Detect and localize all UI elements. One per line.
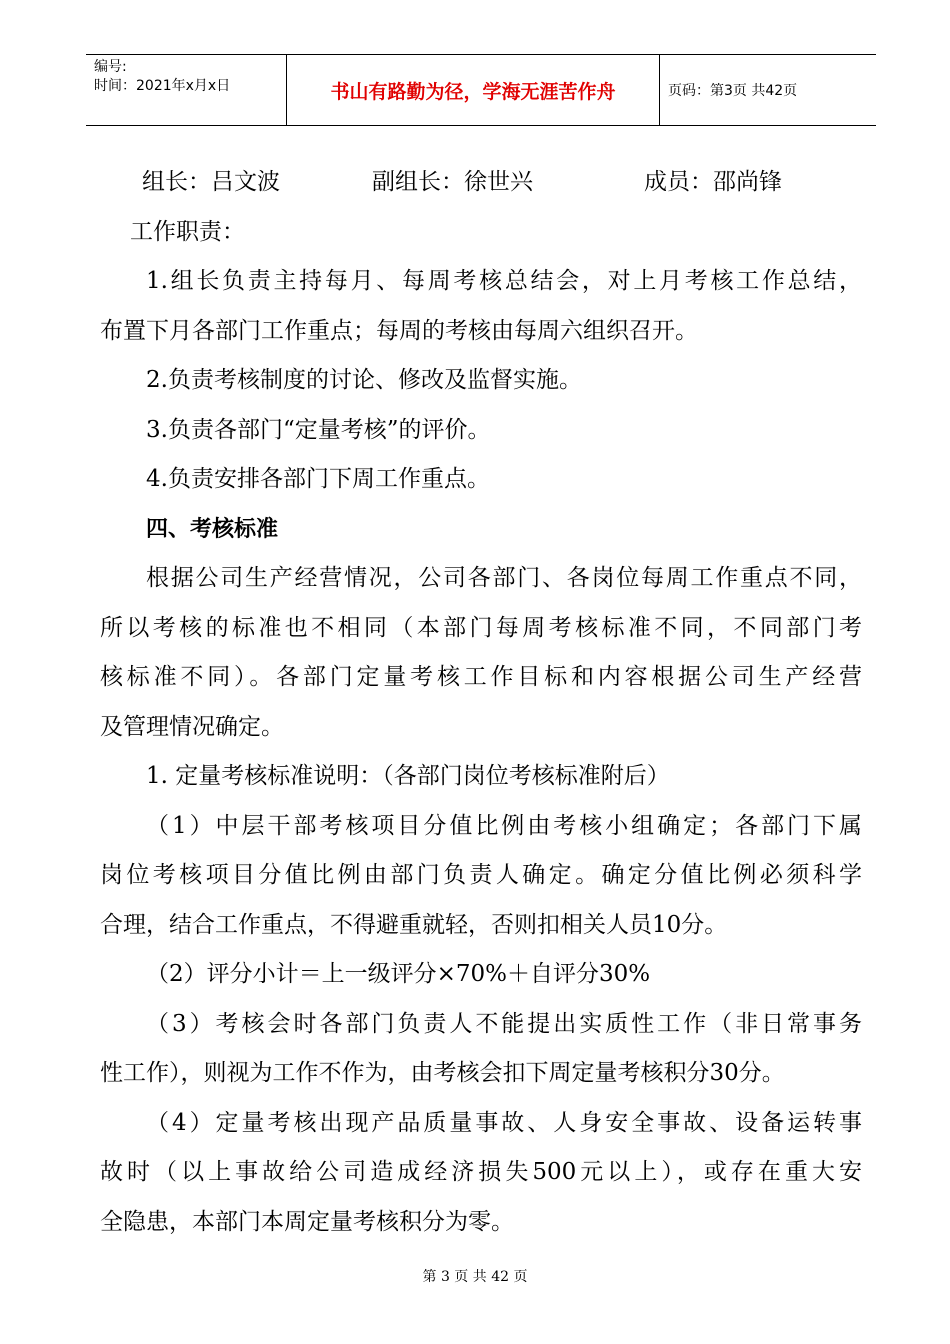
header-number-label: 编号: (94, 59, 127, 75)
section-4-p1-line-3: 核标准不同）。各部门定量考核工作目标和内容根据公司生产经营 (100, 664, 862, 690)
member-text: 成员：邵尚锋 (644, 169, 782, 195)
duty-1-line-1: 1.组长负责主持每月、每周考核总结会，对上月考核工作总结， (146, 268, 862, 294)
item-3-line-2: 性工作），则视为工作不作为，由考核会扣下周定量考核积分30分。 (100, 1060, 785, 1086)
item-4-line-1: （4）定量考核出现产品质量事故、人身安全事故、设备运转事 (146, 1109, 862, 1136)
item-1-line-3: 合理，结合工作重点，不得避重就轻，否则扣相关人员10分。 (100, 911, 728, 938)
item-4-line-2: 故时（以上事故给公司造成经济损失500元以上），或存在重大安 (100, 1159, 862, 1185)
page-footer: 第 3 页 共 42 页 (422, 1269, 528, 1285)
duties-title: 工作职责： (130, 218, 245, 245)
duty-3: 3.负责各部门“定量考核”的评价。 (146, 416, 491, 443)
standard-title: 1. 定量考核标准说明：（各部门岗位考核标准附后） (146, 763, 670, 789)
section-4-p1-line-2: 所以考核的标准也不相同（本部门每周考核标准不同，不同部门考 (100, 614, 862, 641)
item-4-line-3: 全隐患，本部门本周定量考核积分为零。 (100, 1208, 514, 1235)
item-1-line-1: （1）中层干部考核项目分值比例由考核小组确定；各部门下属 (146, 812, 862, 839)
header-page-info: 页码：第3页 共42页 (668, 83, 798, 99)
page-header (86, 54, 876, 126)
duty-4: 4.负责安排各部门下周工作重点。 (146, 466, 490, 492)
section-4-p1-line-1: 根据公司生产经营情况，公司各部门、各岗位每周工作重点不同， (146, 565, 862, 591)
deputy-text: 副组长：徐世兴 (372, 169, 533, 195)
header-time-label: 时间：2021年x月x日 (94, 78, 231, 94)
section-4-heading: 四、考核标准 (146, 516, 279, 542)
header-motto: 书山有路勤为径，学海无涯苦作舟 (286, 55, 660, 125)
section-4-p1-line-4: 及管理情况确定。 (100, 713, 284, 740)
item-3-line-1: （3）考核会时各部门负责人不能提出实质性工作（非日常事务 (146, 1010, 862, 1037)
duty-1-line-2: 布置下月各部门工作重点；每周的考核由每周六组织召开。 (100, 317, 698, 344)
leader-text: 组长：吕文波 (142, 169, 280, 195)
members-line (100, 158, 862, 208)
document-body (100, 158, 862, 1247)
item-2: （2）评分小计＝上一级评分×70%＋自评分30% (146, 961, 651, 987)
duty-2: 2.负责考核制度的讨论、修改及监督实施。 (146, 367, 582, 393)
header-left (94, 58, 286, 96)
item-1-line-2: 岗位考核项目分值比例由部门负责人确定。确定分值比例必须科学 (100, 862, 862, 888)
